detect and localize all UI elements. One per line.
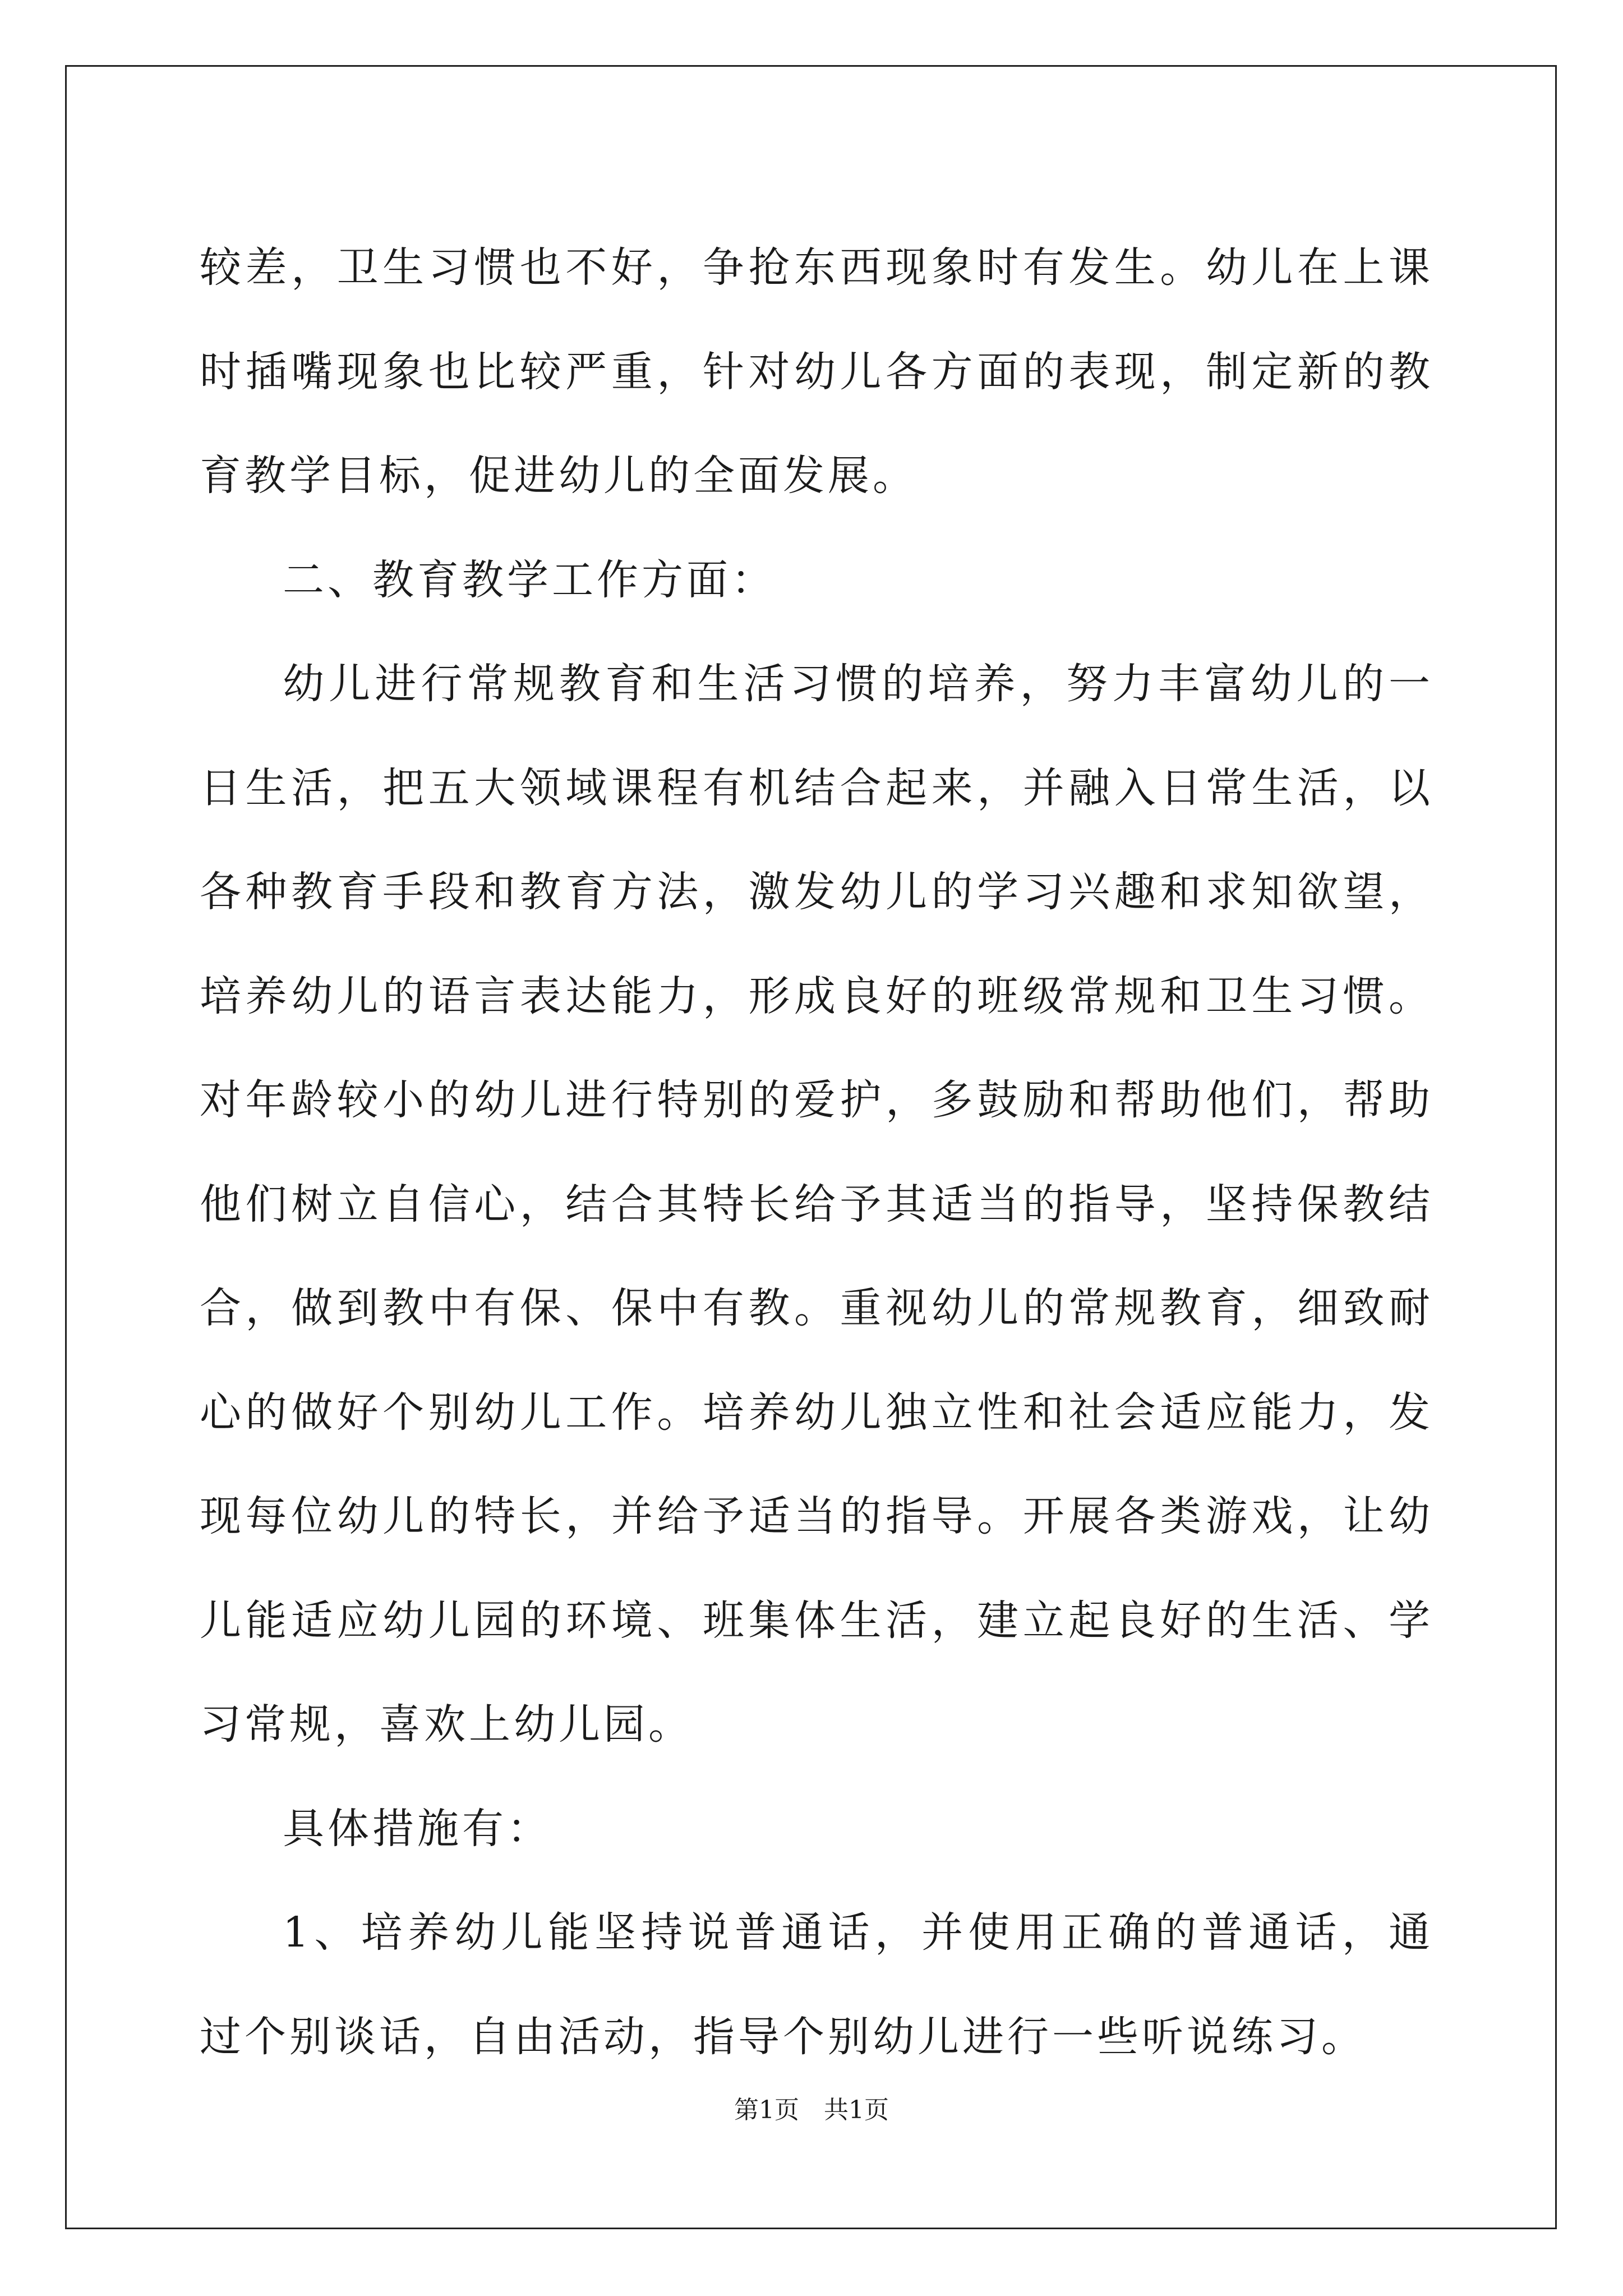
document-body <box>200 216 1433 2089</box>
section-heading: 二、教育教学工作方面： <box>283 555 776 604</box>
measures-heading: 具体措施有： <box>283 1804 552 1853</box>
page-footer: 第1页 共1页 <box>734 2096 889 2124</box>
paragraph: 较差，卫生习惯也不好，争抢东西现象时有发生。幼儿在上课时插嘴现象也比较严重，针对幼儿各方面的表现，制定新的教育教学目标，促进幼儿的全面发展。 <box>200 243 1433 500</box>
list-item: 1、培养幼儿能坚持说普通话，并使用正确的普通话，通过个别谈话，自由活动，指导个别幼儿进行一些听说练习。 <box>200 1908 1433 2061</box>
paragraph: 幼儿进行常规教育和生活习惯的培养，努力丰富幼儿的一日生活，把五大领域课程有机结合起来，并融入日常生活，以各种教育手段和教育方法，激发幼儿的学习兴趣和求知欲望，培养幼儿的语言表达能力，形成良好的班级常规和卫生习惯。对年龄较小的幼儿进行特别的爱护，多鼓励和帮助他们，帮助他们树立自信心，结合其特长给予其适当的指导，坚持保教结合，做到教中有保、保中有教。重视幼儿的常规教育，细致耐心的做好个别幼儿工作。培养幼儿独立性和社会适应能力，发现每位幼儿的特长，并给予适当的指导。开展各类游戏，让幼儿能适应幼儿园的环境、班集体生活，建立起良好的生活、学习常规，喜欢上幼儿园。 <box>200 660 1433 1749</box>
